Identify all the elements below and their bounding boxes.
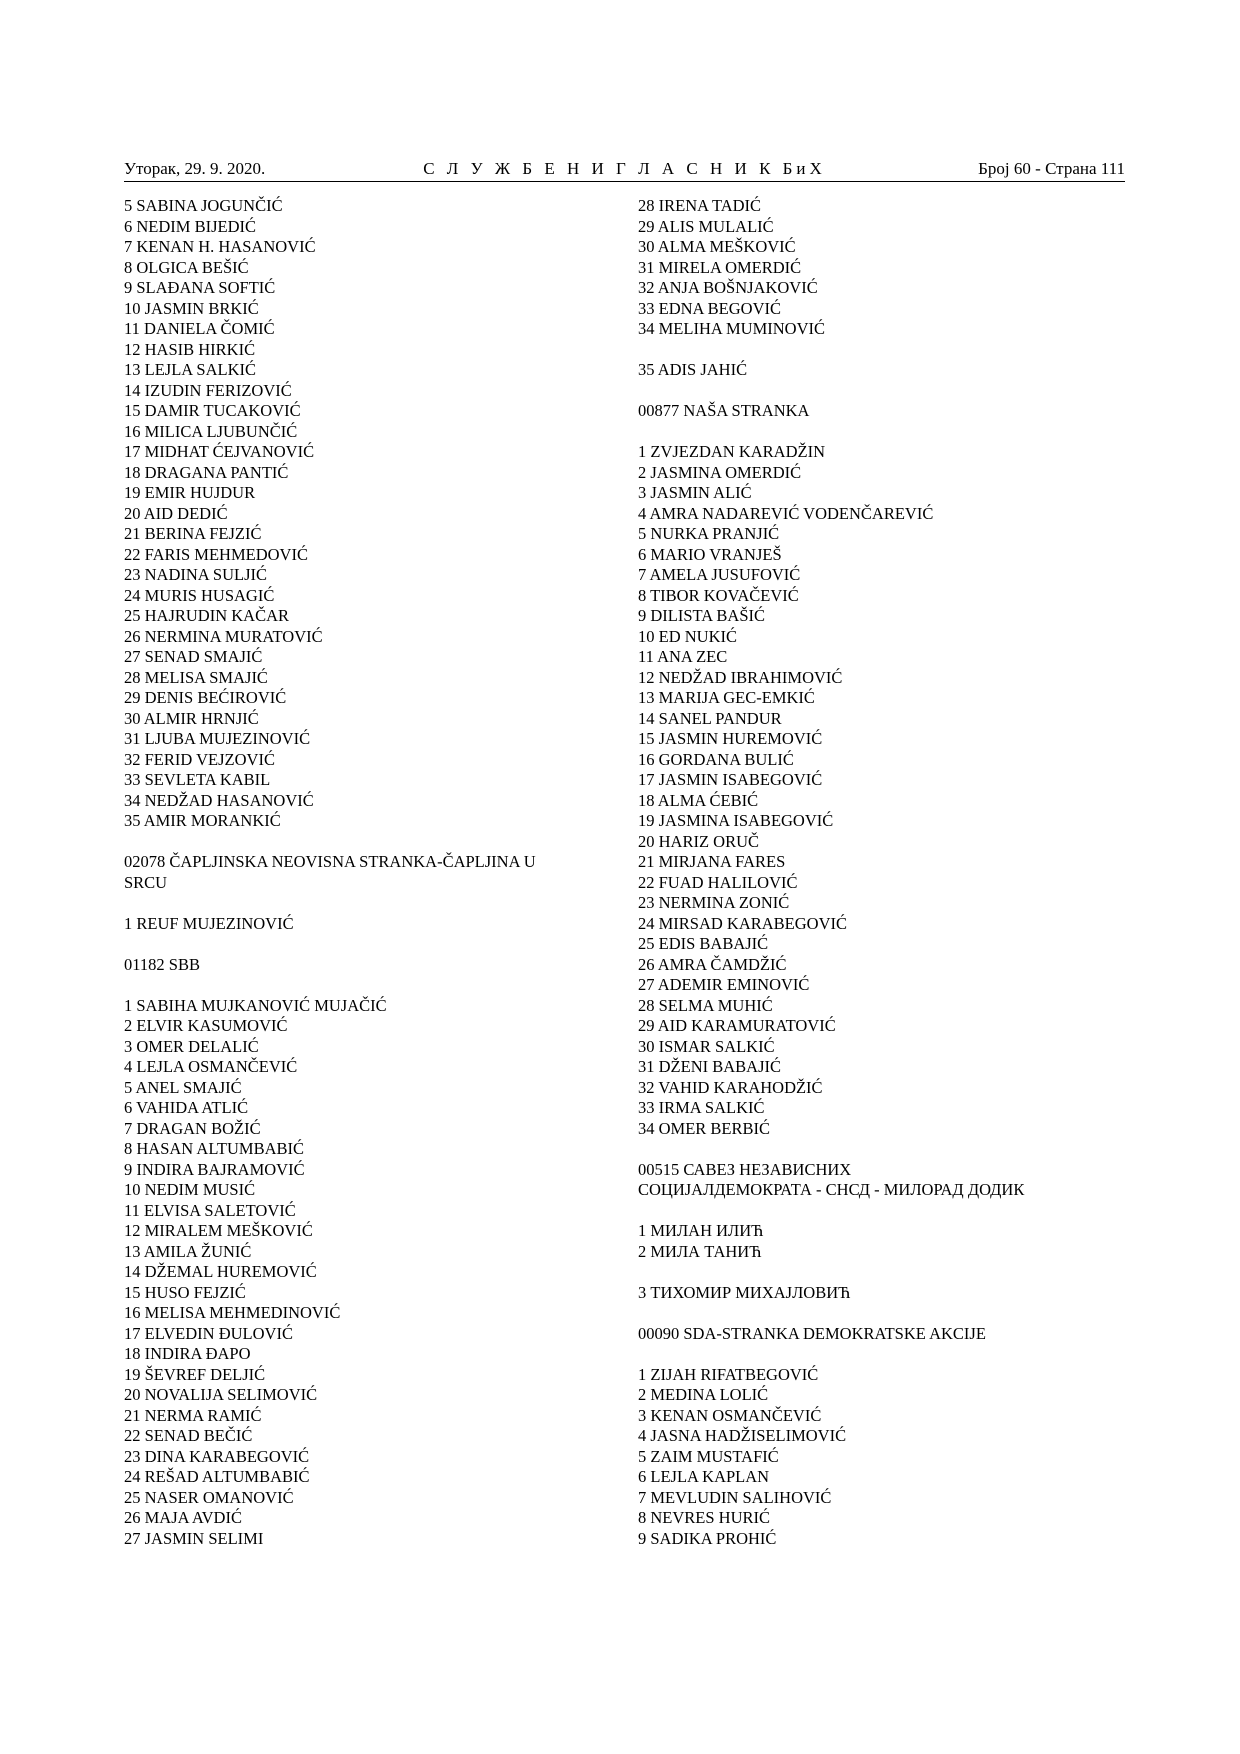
list-item: СОЦИЈАЛДЕМОКРАТА - СНСД - МИЛОРАД ДОДИК: [638, 1180, 1025, 1199]
list-item: 8 HASAN ALTUMBABIĆ: [124, 1139, 305, 1158]
list-item: 14 SANEL PANDUR: [638, 708, 782, 728]
list-item: 15 DAMIR TUCAKOVIĆ: [124, 401, 301, 420]
list-item: 8 OLGICA BEŠIĆ: [124, 257, 249, 277]
list-item: 25 NASER OMANOVIĆ: [124, 1487, 294, 1507]
blank-line: [124, 832, 584, 853]
list-item: 23 DINA KARABEGOVIĆ: [124, 1446, 310, 1466]
list-item: 2 MEDINA LOLIĆ: [638, 1385, 769, 1404]
list-item: 16 MELISA MEHMEDINOVIĆ: [124, 1303, 341, 1322]
list-item: 6 NEDIM BIJEDIĆ: [124, 216, 256, 236]
list-item: 19 JASMINA ISABEGOVIĆ: [638, 811, 834, 830]
list-item: 31 LJUBA MUJEZINOVIĆ: [124, 729, 311, 748]
list-item: 3 KENAN OSMANČEVIĆ: [638, 1405, 822, 1425]
list-item: 10 NEDIM MUSIĆ: [124, 1180, 256, 1199]
list-item: 10 ED NUKIĆ: [638, 626, 737, 646]
list-item: 33 SEVLETA KABIL: [124, 770, 271, 789]
list-item: 20 AID DEDIĆ: [124, 503, 228, 523]
list-item: 30 ALMIR HRNJIĆ: [124, 708, 259, 728]
list-item: 18 INDIRA ĐAPO: [124, 1344, 251, 1363]
list-item: 1 ZIJAH RIFATBEGOVIĆ: [638, 1364, 819, 1384]
list-item: 5 ANEL SMAJIĆ: [124, 1077, 242, 1097]
list-item: 31 MIRELA OMERDIĆ: [638, 257, 802, 277]
party-heading: 00877 NAŠA STRANKA: [638, 401, 810, 420]
list-item: 11 ELVISA SALETOVIĆ: [124, 1200, 296, 1220]
list-item: 25 EDIS BABAJIĆ: [638, 934, 769, 953]
blank-line: [638, 381, 1118, 402]
header-date: Уторак, 29. 9. 2020.: [124, 159, 266, 178]
list-item: 16 MILICA LJUBUNČIĆ: [124, 421, 298, 441]
list-item: 22 FUAD HALILOVIĆ: [638, 872, 798, 892]
page-header: [124, 157, 1125, 182]
list-item: 26 AMRA ČAMDŽIĆ: [638, 954, 787, 974]
list-item: 29 ALIS MULALIĆ: [638, 216, 774, 236]
list-item: 6 LEJLA KAPLAN: [638, 1467, 770, 1486]
list-item: 5 ZAIM MUSTAFIĆ: [638, 1446, 779, 1466]
list-item: 9 INDIRA BAJRAMOVIĆ: [124, 1159, 305, 1179]
list-item: 28 SELMA MUHIĆ: [638, 995, 773, 1015]
list-item: 32 ANJA BOŠNJAKOVIĆ: [638, 278, 818, 297]
list-item: 8 TIBOR KOVAČEVIĆ: [638, 585, 799, 605]
list-item: 12 NEDŽAD IBRAHIMOVIĆ: [638, 667, 843, 687]
list-item: 2 МИЛА ТАНИЋ: [638, 1241, 762, 1261]
list-item: 24 REŠAD ALTUMBABIĆ: [124, 1467, 310, 1486]
list-item: 30 ALMA MEŠKOVIĆ: [638, 237, 796, 256]
party-heading: 02078 ČAPLJINSKA NEOVISNA STRANKA-ČAPLJINA U: [124, 852, 536, 871]
blank-line: [638, 340, 1118, 361]
publication-title: С Л У Ж Б Е Н И Г Л А С Н И К БиХ: [423, 159, 826, 178]
list-item: 2 JASMINA OMERDIĆ: [638, 462, 802, 482]
list-item: 16 GORDANA BULIĆ: [638, 749, 794, 769]
list-item: 31 DŽENI BABAJIĆ: [638, 1057, 781, 1076]
list-item: 18 ALMA ĆEBIĆ: [638, 790, 759, 810]
list-item: 32 FERID VEJZOVIĆ: [124, 749, 275, 769]
list-item: 14 DŽEMAL HUREMOVIĆ: [124, 1262, 317, 1281]
list-item: 4 JASNA HADŽISELIMOVIĆ: [638, 1426, 847, 1445]
list-item: 12 HASIB HIRKIĆ: [124, 339, 256, 359]
blank-line: [638, 422, 1118, 443]
list-item: 21 NERMA RAMIĆ: [124, 1405, 262, 1425]
list-item: 33 IRMA SALKIĆ: [638, 1098, 765, 1117]
blank-line: [638, 1344, 1118, 1365]
list-item: 11 ANA ZEC: [638, 647, 728, 666]
list-item: 19 ŠEVREF DELJIĆ: [124, 1364, 266, 1384]
list-item: 19 EMIR HUJDUR: [124, 483, 256, 502]
list-item: 5 SABINA JOGUNČIĆ: [124, 196, 283, 215]
list-item: 27 ADEMIR EMINOVIĆ: [638, 975, 810, 994]
blank-line: [124, 934, 584, 955]
list-item: 28 MELISA SMAJIĆ: [124, 667, 268, 687]
party-heading: 00515 САВЕЗ НЕЗАВИСНИХ: [638, 1159, 852, 1179]
list-item: 7 DRAGAN BOŽIĆ: [124, 1118, 261, 1138]
list-item: 35 ADIS JAHIĆ: [638, 360, 748, 379]
list-item: 2 ELVIR KASUMOVIĆ: [124, 1016, 288, 1035]
list-item: 21 BERINA FEJZIĆ: [124, 524, 262, 543]
list-item: 21 MIRJANA FARES: [638, 852, 786, 871]
list-item: 13 MARIJA GEC-EMKIĆ: [638, 688, 815, 707]
list-item: 1 ZVJEZDAN KARADŽIN: [638, 442, 825, 461]
blank-line: [124, 975, 584, 996]
party-heading: 00090 SDA-STRANKA DEMOKRATSKE AKCIJE: [638, 1323, 986, 1343]
list-item: 5 NURKA PRANJIĆ: [638, 524, 780, 543]
list-item: 17 ELVEDIN ĐULOVIĆ: [124, 1323, 293, 1343]
list-item: 1 REUF MUJEZINOVIĆ: [124, 913, 294, 933]
list-item: 26 NERMINA MURATOVIĆ: [124, 626, 323, 646]
blank-line: [638, 1201, 1118, 1222]
list-item: 27 SENAD SMAJIĆ: [124, 647, 263, 666]
list-item: SRCU: [124, 872, 168, 892]
list-item: 7 AMELA JUSUFOVIĆ: [638, 565, 801, 584]
list-item: 34 OMER BERBIĆ: [638, 1118, 771, 1138]
list-item: 12 MIRALEM MEŠKOVIĆ: [124, 1221, 313, 1240]
list-item: 23 NADINA SULJIĆ: [124, 565, 268, 584]
list-item: 29 AID KARAMURATOVIĆ: [638, 1016, 836, 1035]
list-item: 22 SENAD BEČIĆ: [124, 1426, 253, 1445]
list-item: 34 NEDŽAD HASANOVIĆ: [124, 790, 314, 810]
list-item: 22 FARIS MEHMEDOVIĆ: [124, 544, 308, 564]
list-item: 29 DENIS BEĆIROVIĆ: [124, 688, 287, 707]
list-item: 13 AMILA ŽUNIĆ: [124, 1241, 252, 1261]
list-item: 4 LEJLA OSMANČEVIĆ: [124, 1057, 298, 1076]
list-item: 6 VAHIDA ATLIĆ: [124, 1098, 249, 1117]
list-item: 23 NERMINA ZONIĆ: [638, 893, 790, 912]
list-item: 34 MELIHA MUMINOVIĆ: [638, 319, 825, 338]
left-column: [124, 196, 584, 1549]
list-item: 14 IZUDIN FERIZOVIĆ: [124, 380, 292, 400]
list-item: 9 SADIKA PROHIĆ: [638, 1528, 777, 1548]
list-item: 27 JASMIN SELIMI: [124, 1528, 264, 1548]
list-item: 3 ТИХОМИР МИХАЈЛОВИЋ: [638, 1282, 851, 1302]
list-item: 3 OMER DELALIĆ: [124, 1036, 259, 1056]
list-item: 20 HARIZ ORUČ: [638, 831, 760, 851]
list-item: 7 KENAN H. HASANOVIĆ: [124, 237, 316, 256]
blank-line: [124, 893, 584, 914]
list-item: 9 SLAĐANA SOFTIĆ: [124, 278, 276, 297]
list-item: 24 MURIS HUSAGIĆ: [124, 585, 275, 605]
list-item: 25 HAJRUDIN KAČAR: [124, 606, 290, 625]
blank-line: [638, 1303, 1118, 1324]
list-item: 35 AMIR MORANKIĆ: [124, 811, 281, 830]
list-item: 11 DANIELA ČOMIĆ: [124, 319, 275, 338]
list-item: 7 MEVLUDIN SALIHOVIĆ: [638, 1487, 832, 1507]
list-item: 1 SABIHA MUJKANOVIĆ MUJAČIĆ: [124, 995, 387, 1015]
list-item: 18 DRAGANA PANTIĆ: [124, 462, 289, 482]
list-item: 3 JASMIN ALIĆ: [638, 483, 752, 502]
list-item: 10 JASMIN BRKIĆ: [124, 298, 259, 318]
list-item: 32 VAHID KARAHODŽIĆ: [638, 1077, 823, 1097]
list-item: 24 MIRSAD KARABEGOVIĆ: [638, 913, 848, 933]
list-item: 30 ISMAR SALKIĆ: [638, 1036, 775, 1056]
blank-line: [638, 1139, 1118, 1160]
page-number: Број 60 - Страна 111: [978, 159, 1125, 178]
list-item: 17 JASMIN ISABEGOVIĆ: [638, 770, 823, 789]
list-item: 28 IRENA TADIĆ: [638, 196, 762, 215]
party-heading: 01182 SBB: [124, 954, 200, 974]
blank-line: [638, 1262, 1118, 1283]
list-item: 4 AMRA NADAREVIĆ VODENČAREVIĆ: [638, 503, 934, 523]
list-item: 1 МИЛАН ИЛИЋ: [638, 1221, 764, 1240]
list-item: 20 NOVALIJA SELIMOVIĆ: [124, 1385, 318, 1404]
right-column: [638, 196, 1118, 1549]
list-item: 17 MIDHAT ĆEJVANOVIĆ: [124, 442, 315, 461]
list-item: 13 LEJLA SALKIĆ: [124, 360, 256, 379]
list-item: 9 DILISTA BAŠIĆ: [638, 606, 766, 625]
list-item: 8 NEVRES HURIĆ: [638, 1508, 771, 1527]
list-item: 33 EDNA BEGOVIĆ: [638, 298, 781, 318]
list-item: 6 MARIO VRANJEŠ: [638, 544, 782, 564]
list-item: 15 HUSO FEJZIĆ: [124, 1282, 246, 1302]
list-item: 15 JASMIN HUREMOVIĆ: [638, 729, 823, 748]
list-item: 26 MAJA AVDIĆ: [124, 1508, 242, 1527]
